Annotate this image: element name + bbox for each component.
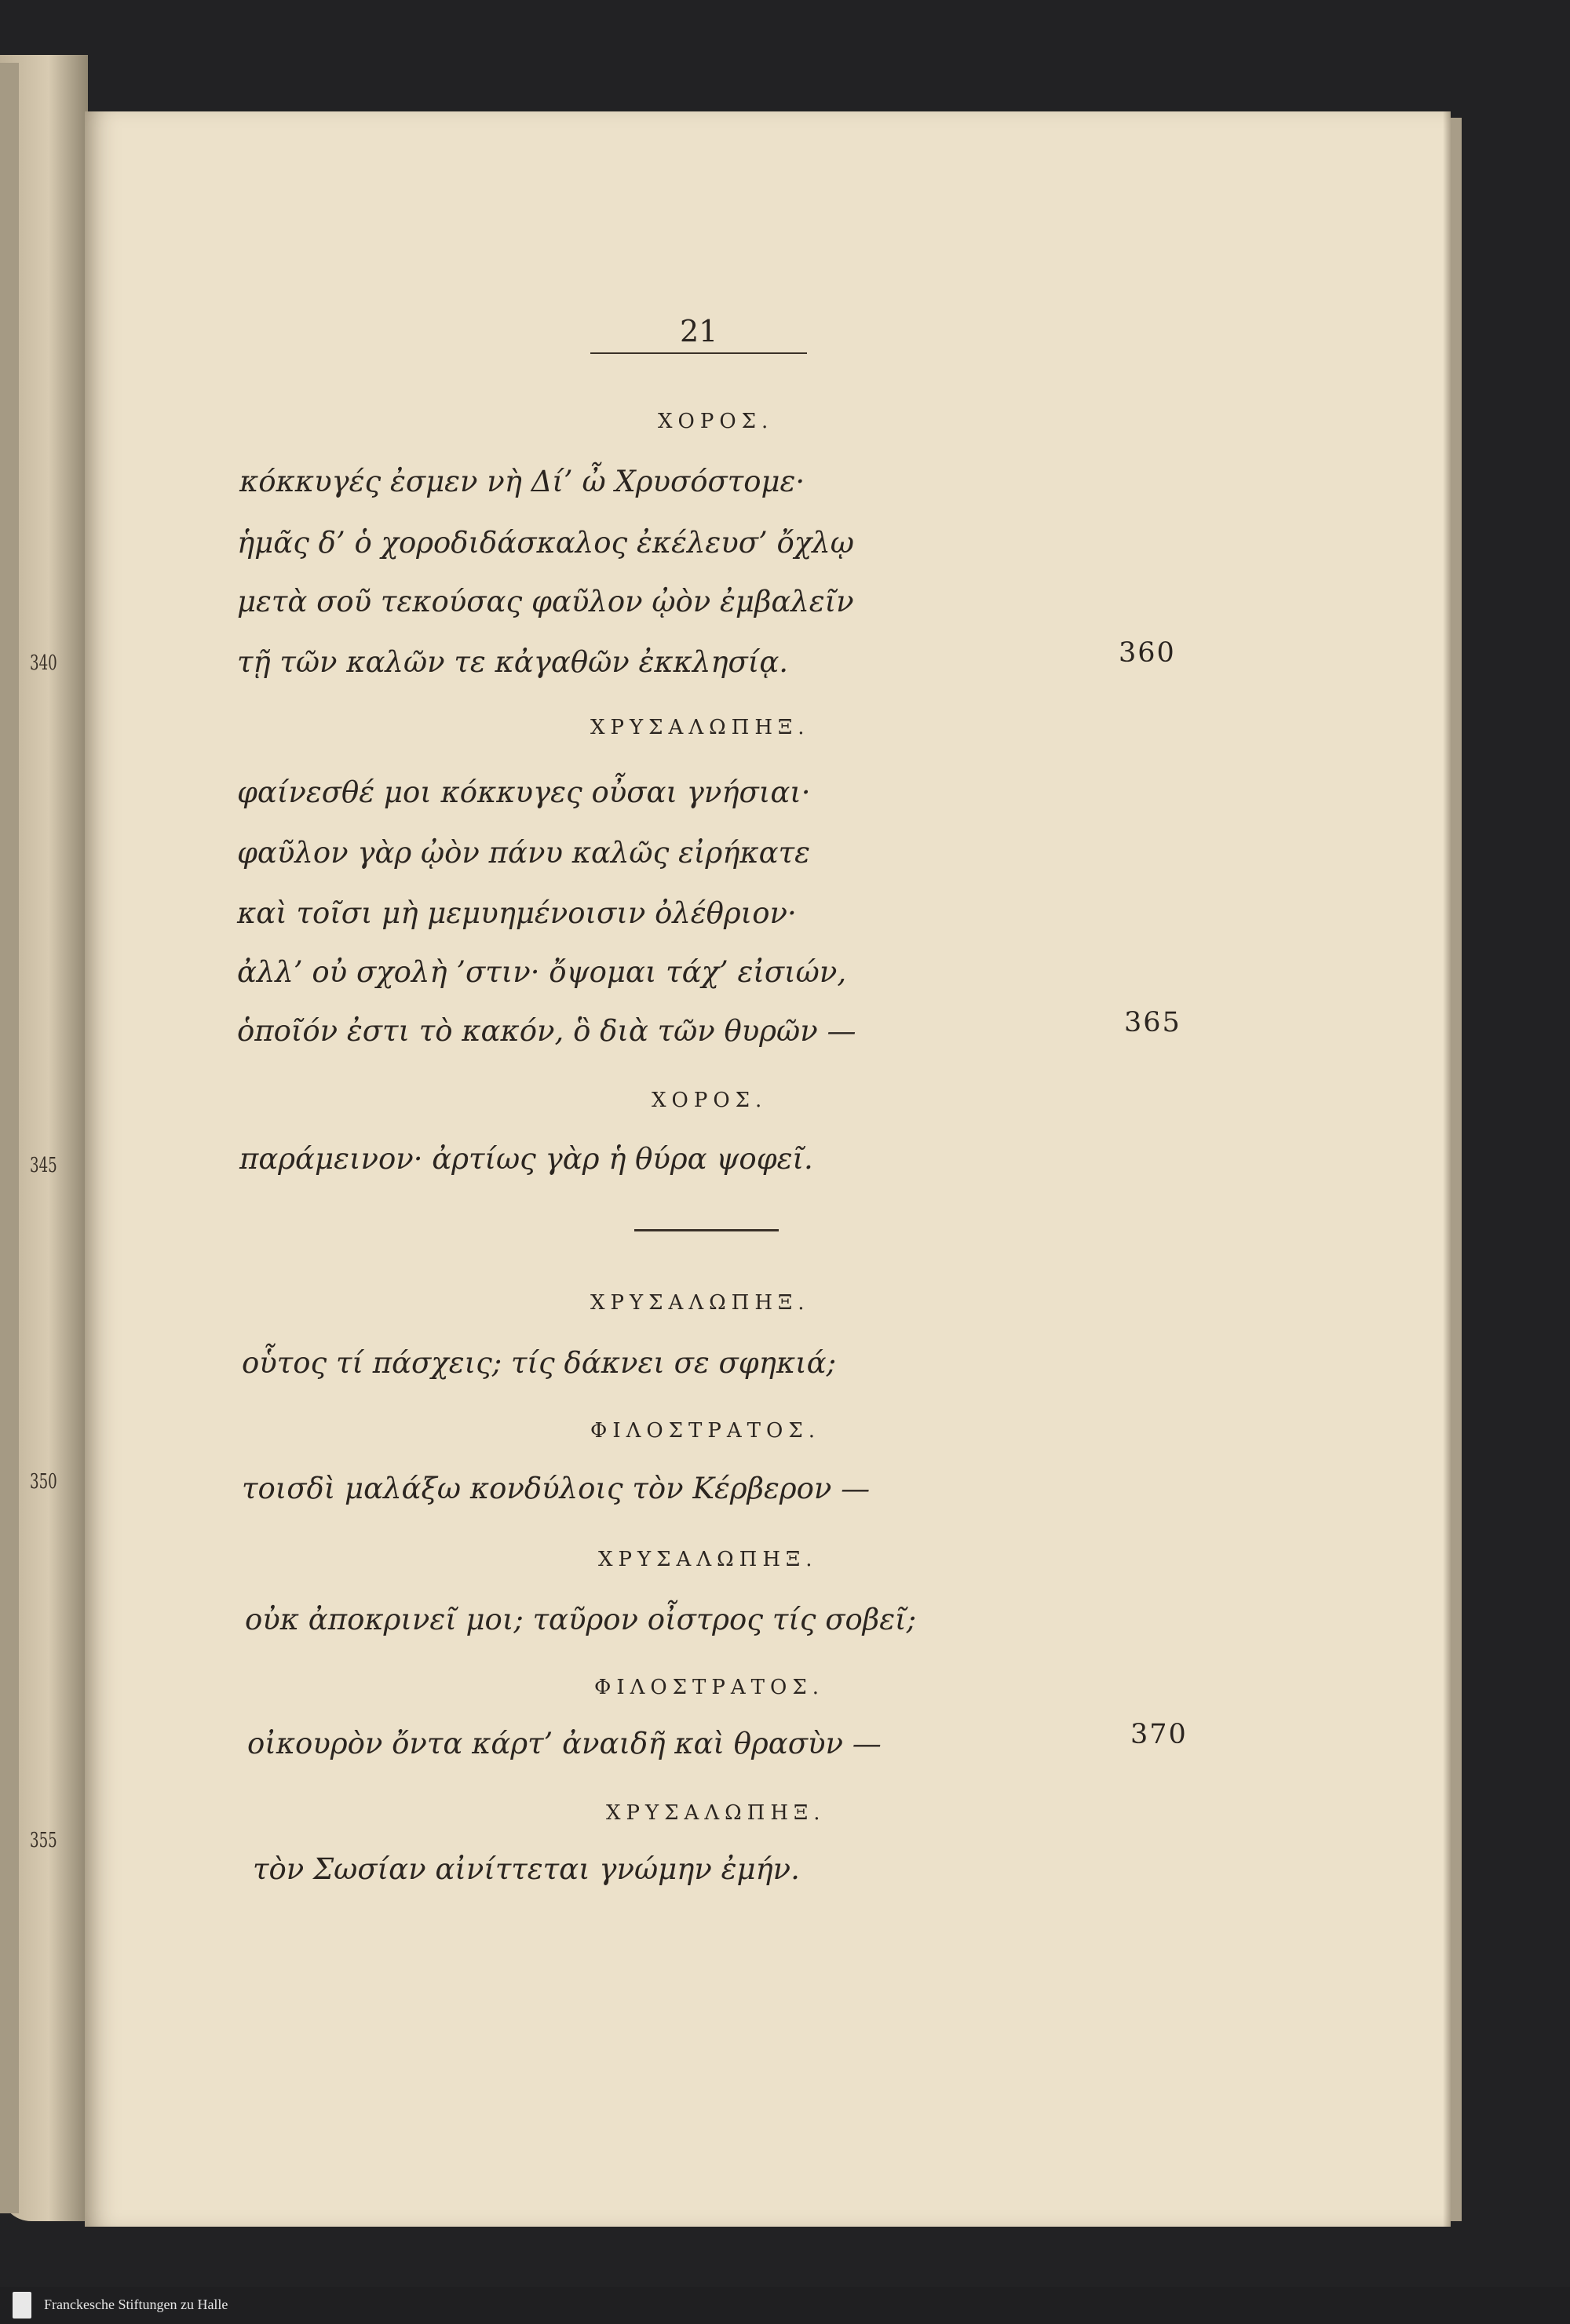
footer-attribution: Franckesche Stiftungen zu Halle bbox=[44, 2297, 228, 2312]
verse-line: κόκκυγές ἐσμεν νὴ Δί’ ὦ Χρυσόστομε· bbox=[239, 465, 805, 498]
page-spine-shadow bbox=[1443, 111, 1451, 2227]
speaker-heading: ΧΡΥΣΑΛΩΠΗΞ. bbox=[598, 1548, 818, 1571]
verse-line: οὗτος τί πάσχεις; τίς δάκνει σε σφηκιά; bbox=[242, 1346, 837, 1380]
verse-line: παράμεινον· ἀρτίως γὰρ ἡ θύρα ψοφεῖ. bbox=[239, 1142, 813, 1176]
speaker-heading: ΧΟΡΟΣ. bbox=[658, 410, 774, 433]
speaker-heading: ΧΡΥΣΑΛΩΠΗΞ. bbox=[590, 716, 810, 739]
verse-line: ἀλλ’ οὐ σχολὴ ’στιν· ὄψομαι τάχ’ εἰσιών, bbox=[237, 955, 847, 989]
speaker-heading: ΧΡΥΣΑΛΩΠΗΞ. bbox=[590, 1291, 810, 1315]
section-divider bbox=[634, 1229, 779, 1231]
speaker-heading: ΧΟΡΟΣ. bbox=[652, 1089, 768, 1112]
verse-line: τῇ τῶν καλῶν τε κἀγαθῶν ἐκκλησίᾳ. bbox=[237, 645, 789, 679]
line-number: 365 bbox=[1124, 1007, 1181, 1038]
verse-line: φαῦλον γὰρ ᾠὸν πάνυ καλῶς εἰρήκατε bbox=[237, 836, 810, 870]
verse-line: ἡμᾶς δ’ ὁ χοροδιδάσκαλος ἐκέλευσ’ ὄχλῳ bbox=[237, 526, 854, 560]
speaker-heading: ΧΡΥΣΑΛΩΠΗΞ. bbox=[606, 1801, 826, 1825]
verse-line: φαίνεσθέ μοι κόκκυγες οὖσαι γνήσιαι· bbox=[237, 775, 811, 809]
facing-page-edge bbox=[0, 63, 19, 2213]
footer-bar bbox=[0, 2287, 1570, 2324]
margin-line-number: 355 bbox=[30, 1829, 57, 1852]
verse-line: μετὰ σοῦ τεκούσας φαῦλον ᾠὸν ἐμβαλεῖν bbox=[237, 585, 854, 618]
page-edge bbox=[1451, 118, 1462, 2221]
verse-line: ὁποῖόν ἐστι τὸ κακόν, ὃ διὰ τῶν θυρῶν — bbox=[237, 1014, 856, 1048]
speaker-heading: ΦΙΛΟΣΤΡΑΤΟΣ. bbox=[590, 1419, 820, 1443]
verse-line: οὐκ ἀποκρινεῖ μοι; ταῦρον οἶστρος τίς σοβεῖ; bbox=[245, 1603, 917, 1636]
library-logo-icon bbox=[13, 2292, 31, 2319]
speaker-heading: ΦΙΛΟΣΤΡΑΤΟΣ. bbox=[594, 1676, 824, 1699]
verse-line: τοισδὶ μαλάξω κονδύλοις τὸν Κέρβερον — bbox=[242, 1472, 871, 1505]
margin-line-number: 350 bbox=[30, 1470, 57, 1494]
margin-line-number: 345 bbox=[30, 1154, 57, 1177]
line-number: 360 bbox=[1119, 637, 1176, 669]
margin-line-number: 340 bbox=[30, 651, 57, 675]
verse-line: οἰκουρὸν ὄντα κάρτ’ ἀναιδῆ καὶ θρασὺν — bbox=[247, 1727, 882, 1760]
verse-line: καὶ τοῖσι μὴ μεμυημένοισιν ὀλέθριον· bbox=[237, 896, 797, 930]
header-rule bbox=[590, 352, 807, 354]
verse-line: τὸν Σωσίαν αἰνίττεται γνώμην ἐμήν. bbox=[253, 1852, 800, 1886]
page-number: 21 bbox=[680, 314, 718, 348]
line-number: 370 bbox=[1130, 1719, 1188, 1750]
